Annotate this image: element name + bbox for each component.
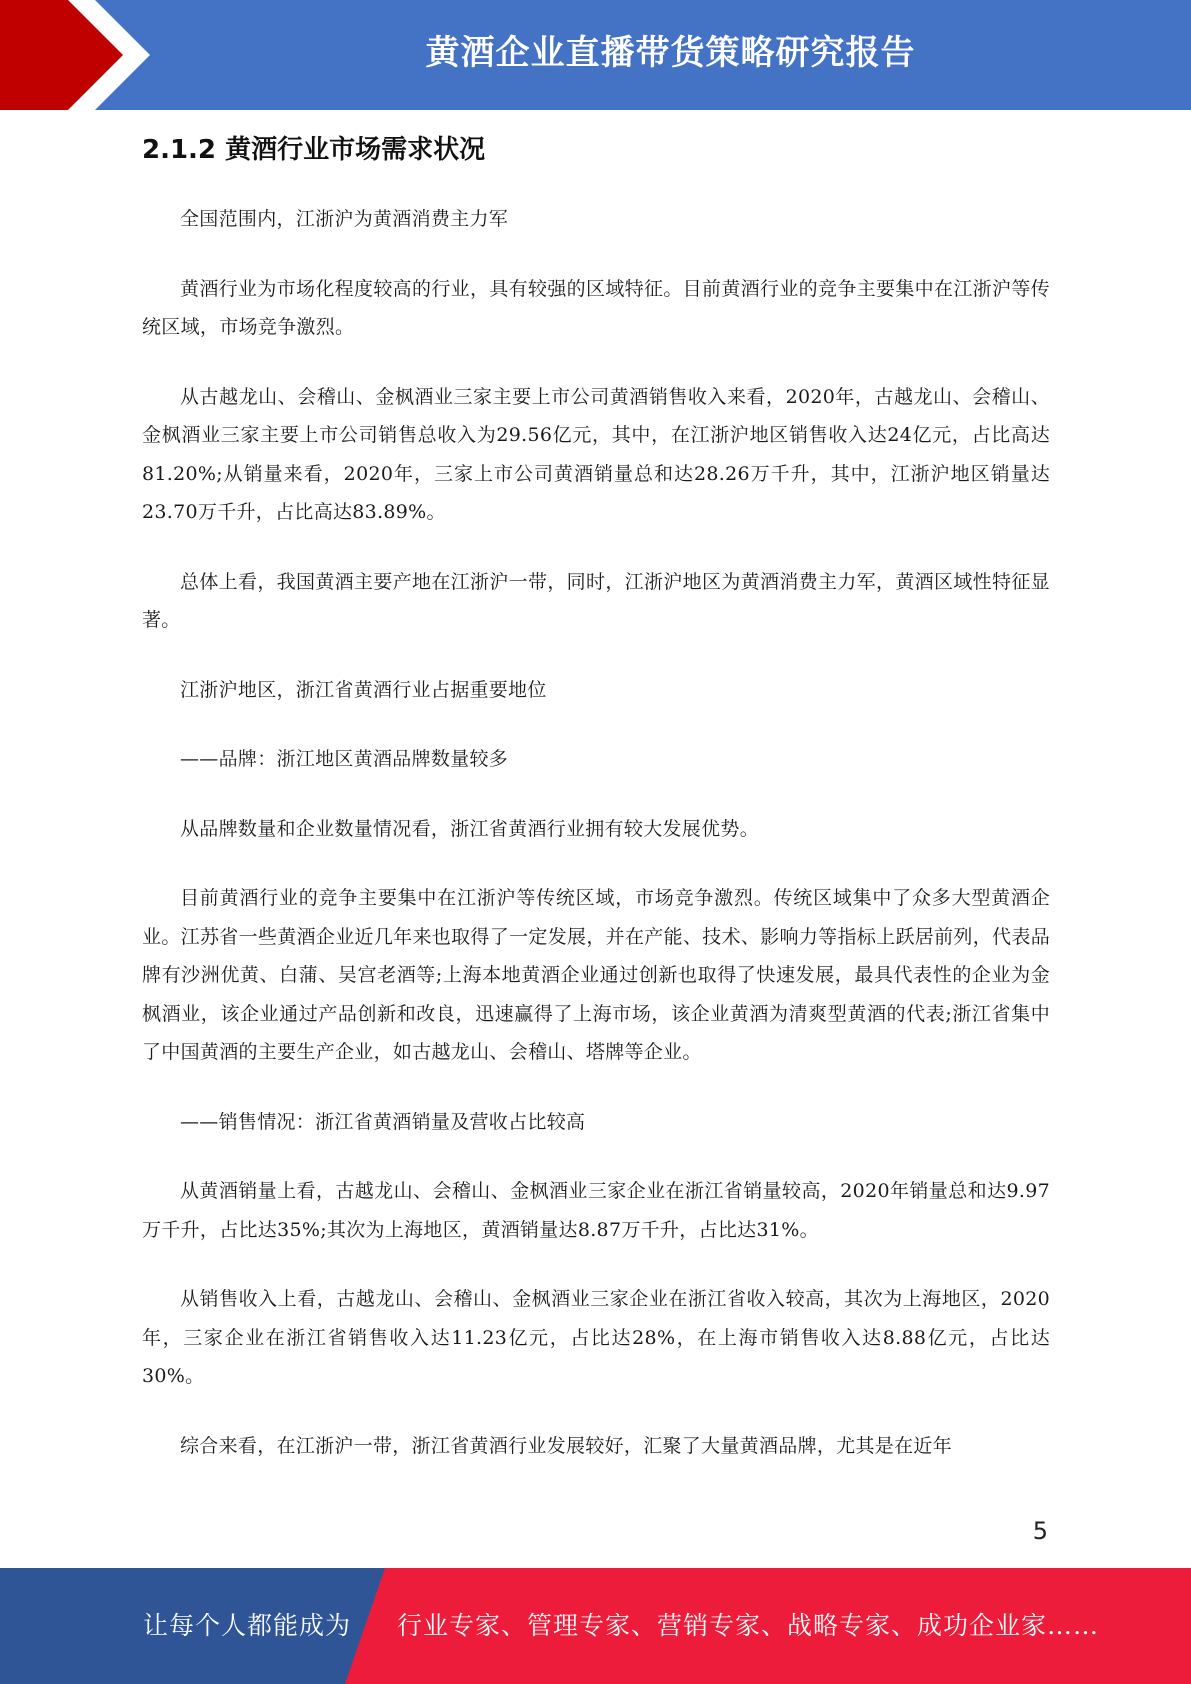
report-title: 黄酒企业直播带货策略研究报告 [425, 33, 916, 73]
paragraph: 总体上看，我国黄酒主要产地在江浙沪一带，同时，江浙沪地区为黄酒消费主力军，黄酒区域性特征显著。 [142, 570, 1050, 631]
paragraph: ——品牌：浙江地区黄酒品牌数量较多 [180, 748, 509, 770]
paragraph: 目前黄酒行业的竞争主要集中在江浙沪等传统区域，市场竞争激烈。传统区域集中了众多大型黄酒企业。江苏省一些黄酒企业近几年来也取得了一定发展，并在产能、技术、影响力等指标上跃居前列，代表品牌有沙洲优黄、白蒲、吴宫老酒等;上海本地黄酒企业通过创新也取得了快速发展，最具代表性的企业为金枫酒业，该企业通过产品创新和改良，迅速赢得了上海市场，该企业黄酒为清爽型黄酒的代表;浙江省集中了中国黄酒的主要生产企业，如古越龙山、会稽山、塔牌等企业。 [142, 887, 1050, 1063]
paragraph: 综合来看，在江浙沪一带，浙江省黄酒行业发展较好，汇聚了大量黄酒品牌，尤其是在近年 [180, 1434, 953, 1457]
paragraph: 全国范围内，江浙沪为黄酒消费主力军 [180, 208, 509, 230]
paragraph: 从黄酒销量上看，古越龙山、会稽山、金枫酒业三家企业在浙江省销量较高，2020年销量总和达9.97万千升，占比达35%;其次为上海地区，黄酒销量达8.87万千升，占比达31%。 [142, 1180, 1050, 1241]
paragraph: 从古越龙山、会稽山、金枫酒业三家主要上市公司黄酒销售收入来看，2020年，古越龙山、会稽山、金枫酒业三家主要上市公司销售总收入为29.56亿元，其中，在江浙沪地区销售收入达24亿元，占比高达81.20%;从销量来看，2020年，三家上市公司黄酒销量总和达28.26万千升，其中，江浙沪地区销量达23.70万千升，占比高达83.89%。 [142, 385, 1050, 523]
page-number: 5 [1032, 1517, 1048, 1545]
paragraph: 从品牌数量和企业数量情况看，浙江省黄酒行业拥有较大发展优势。 [180, 817, 760, 840]
footer-slogan-right: 行业专家、管理专家、营销专家、战略专家、成功企业家…… [397, 1611, 1100, 1640]
page-header-banner [0, 0, 1191, 110]
paragraph: 从销售收入上看，古越龙山、会稽山、金枫酒业三家企业在浙江省收入较高，其次为上海地区，2020年，三家企业在浙江省销售收入达11.23亿元，占比达28%，在上海市销售收入达8.88亿元，占比达30%。 [142, 1288, 1050, 1387]
section-heading: 2.1.2 黄酒行业市场需求状况 [142, 135, 486, 165]
paragraph: 江浙沪地区，浙江省黄酒行业占据重要地位 [180, 678, 547, 701]
footer-slogan-left: 让每个人都能成为 [143, 1611, 352, 1640]
page-footer-banner [0, 1568, 1191, 1684]
page-content [142, 128, 1050, 1496]
paragraph: ——销售情况：浙江省黄酒销量及营收占比较高 [180, 1110, 586, 1133]
paragraph: 黄酒行业为市场化程度较高的行业，具有较强的区域特征。目前黄酒行业的竞争主要集中在江浙沪等传统区域，市场竞争激烈。 [142, 277, 1050, 338]
